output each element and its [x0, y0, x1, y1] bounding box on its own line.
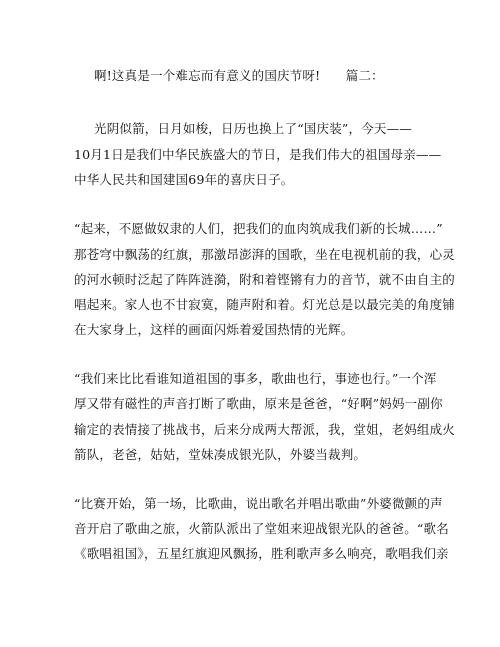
text-line: “我们来比比看谁知道祖国的事多，歌曲也行，事迹也行。”一个浑 — [74, 371, 437, 386]
text-line: 输定的表情接了挑战书，后来分成两大帮派，我，堂姐，老妈组成火 — [74, 422, 456, 437]
text-line: 啊!这真是一个难忘而有意义的国庆节呀! 篇二： — [94, 68, 384, 83]
text-line: “比赛开始，第一场，比歌曲，说出歌名并唱出歌曲”外婆微颤的声 — [74, 496, 443, 511]
text-line: 那苍穹中飘荡的红旗，那激昂澎湃的国歌，坐在电视机前的我，心灵 — [74, 247, 456, 262]
text-line: 音开启了歌曲之旅，火箭队派出了堂姐来迎战银光队的爸爸。“歌名 — [74, 521, 449, 536]
text-line: 箭队，老爸，姑姑，堂妹凑成银光队，外婆当裁判。 — [74, 447, 367, 462]
text-line: “起来，不愿做奴隶的人们，把我们的血肉筑成我们新的长城……” — [74, 221, 443, 236]
text-line: 10月1日是我们中华民族盛大的节日，是我们伟大的祖国母亲—— — [74, 147, 442, 162]
text-line: 的河水顿时泛起了阵阵涟漪，附和着铿锵有力的音节，就不由自主的 — [74, 272, 456, 287]
text-line: 《歌唱祖国》，五星红旗迎风飘扬，胜利歌声多么响亮，歌唱我们亲 — [74, 546, 449, 561]
text-line: 在大家身上，这样的画面闪烁着爱国热情的光辉。 — [74, 322, 354, 337]
text-line: 中华人民共和国建国69年的喜庆日子。 — [74, 172, 294, 187]
text-line: 光阴似箭，日月如梭，日历也换上了“国庆装”，今天—— — [94, 121, 412, 136]
text-line: 唱起来。家人也不甘寂寞，随声附和着。灯光总是以最完美的角度铺 — [74, 297, 456, 312]
text-line: 厚又带有磁性的声音打断了歌曲，原来是爸爸，“好啊”妈妈一副你 — [74, 396, 443, 411]
